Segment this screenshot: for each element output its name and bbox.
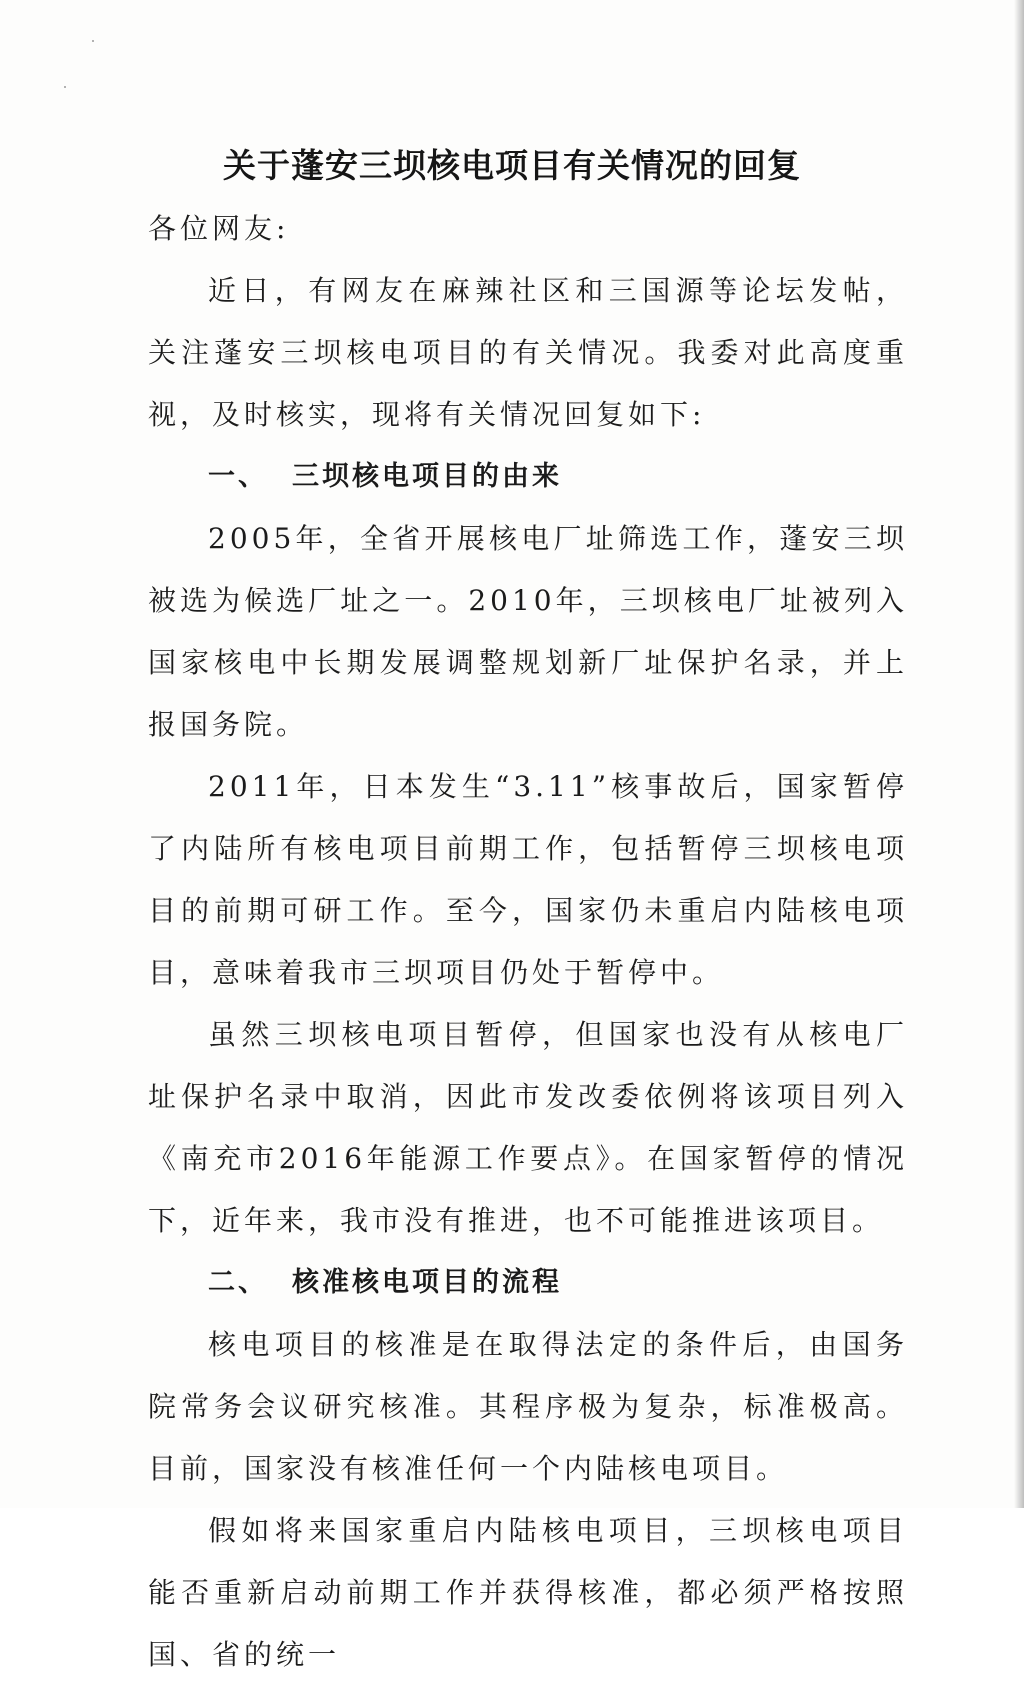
paragraph: 假如将来国家重启内陆核电项目，三坝核电项目能否重新启动前期工作并获得核准，都必须严格按照国、省的统一 — [148, 1514, 908, 1671]
page-edge-shadow — [1014, 0, 1024, 1508]
paragraph: 2011年，日本发生“3.11”核事故后，国家暂停了内陆所有核电项目前期工作，包括暂停三坝核电项目的前期可研工作。至今，国家仍未重启内陆核电项目，意味着我市三坝项目仍处于暂停中。 — [148, 770, 908, 989]
paragraph: 2005年，全省开展核电厂址筛选工作，蓬安三坝被选为候选厂址之一。2010年，三坝核电厂址被列入国家核电中长期发展调整规划新厂址保护名录，并上报国务院。 — [148, 522, 908, 741]
section-heading-1 — [148, 446, 908, 508]
salutation: 各位网友: — [148, 212, 290, 245]
section-heading-2 — [148, 1252, 908, 1314]
section-title: 核准核电项目的流程 — [292, 1267, 562, 1298]
paragraph-intro: 近日，有网友在麻辣社区和三国源等论坛发帖，关注蓬安三坝核电项目的有关情况。我委对此高度重视，及时核实，现将有关情况回复如下: — [148, 274, 908, 431]
section-number: 二、 — [208, 1267, 268, 1298]
scan-speck — [92, 40, 94, 42]
document-title: 关于蓬安三坝核电项目有关情况的回复 — [223, 146, 801, 185]
section-title: 三坝核电项目的由来 — [292, 461, 562, 492]
paragraph: 虽然三坝核电项目暂停，但国家也没有从核电厂址保护名录中取消，因此市发改委依例将该项目列入《南充市2016年能源工作要点》。在国家暂停的情况下，近年来，我市没有推进，也不可能推进该项目。 — [148, 1018, 908, 1237]
scan-speck — [64, 86, 66, 88]
section-number: 一、 — [208, 461, 268, 492]
document-body — [148, 198, 908, 1686]
paragraph: 核电项目的核准是在取得法定的条件后，由国务院常务会议研究核准。其程序极为复杂，标准极高。目前，国家没有核准任何一个内陆核电项目。 — [148, 1328, 908, 1485]
